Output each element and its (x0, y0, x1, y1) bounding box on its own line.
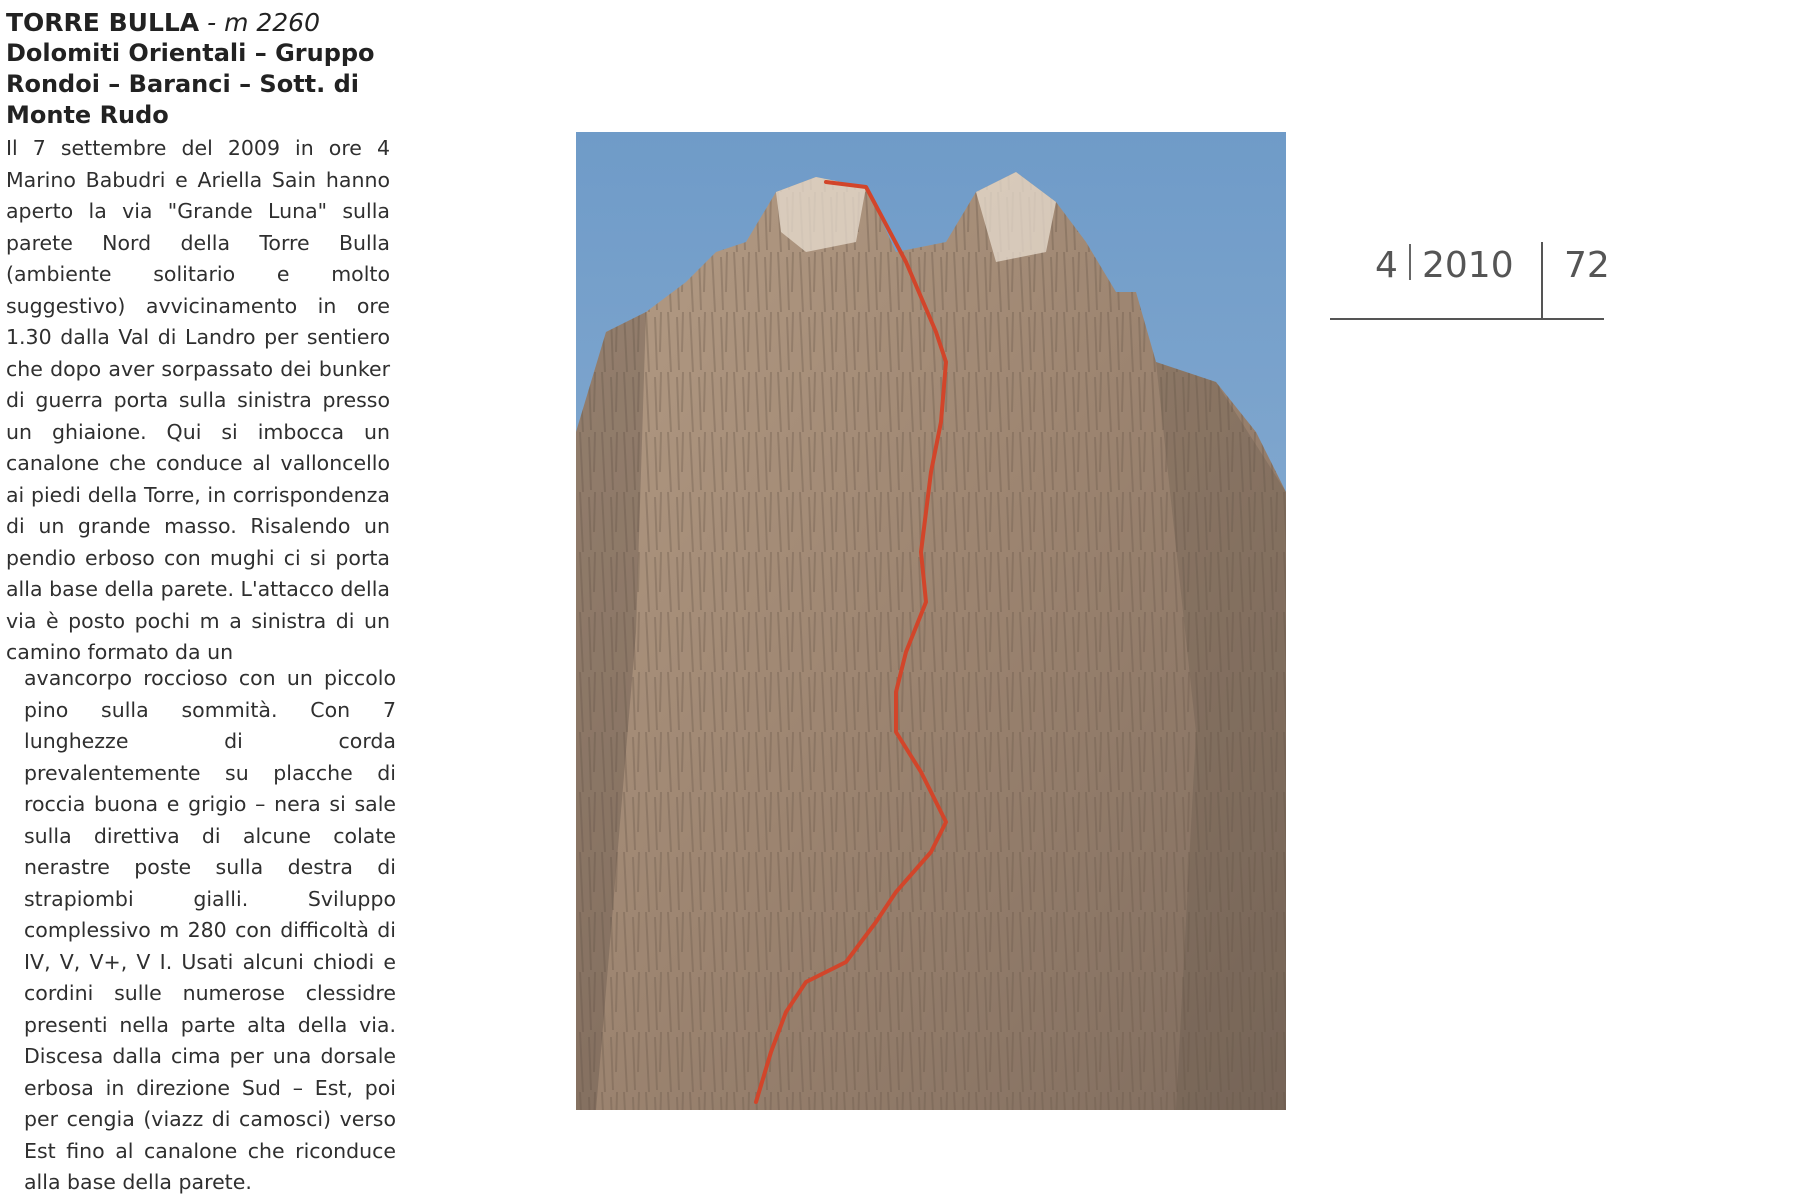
mountain-photo-svg (576, 132, 1286, 1110)
mountain-photo (576, 132, 1286, 1110)
article-subtitle-3: Monte Rudo (6, 101, 169, 129)
article-body-part1: Il 7 settembre del 2009 in ore 4 Marino Babudri e Ariella Sain hanno aperto la via "Grande Luna" sulla parete Nord della Torre Bulla (ambiente solitario e molto suggestivo) avvicinamento in ore 1.30 dalla Val di Landro per sentiero che dopo aver sorpassato dei bunker di guerra porta sulla sinistra presso un ghiaione. Qui si imbocca un canalone che conduce al valloncello ai piedi della Torre, in corrispondenza di un grande masso. Risalendo un pendio erboso con mughi ci si porta alla base della parete. L'attacco della via è posto pochi m a sinistra di un camino formato da un (6, 136, 390, 664)
issue-year: 2010 (1422, 245, 1514, 286)
peak-name: TORRE BULLA (6, 8, 200, 37)
page-number: 72 (1564, 245, 1610, 286)
issue-volume: 4 (1375, 245, 1398, 286)
article-body-part2: avancorpo roccioso con un piccolo pino sulla sommità. Con 7 lunghezze di corda prevalentemente su placche di roccia buona e grigio – nera si sale sulla direttiva di alcune colate nerastre poste sulla destra di strapiombi gialli. Sviluppo complessivo m 280 con difficoltà di IV, V, V+, V I. Usati alcuni chiodi e cordini sulle numerose clessidre presenti nella parte alta della via. Discesa dalla cima per una dorsale erbosa in direzione Sud – Est, poi per cengia (viazz di camosci) verso Est fino al canalone che riconduce alla base della parete. (24, 666, 396, 1194)
issue-page-marker (1330, 242, 1610, 322)
page-divider-horizontal (1330, 318, 1604, 320)
page-divider-vertical (1541, 242, 1543, 320)
article-subtitle-2: Rondoi – Baranci – Sott. di (6, 70, 360, 98)
article-title (6, 8, 390, 38)
peak-elevation: - m 2260 (199, 8, 320, 37)
issue-separator (1409, 244, 1411, 280)
article-column (6, 8, 390, 669)
article-subtitle-1: Dolomiti Orientali – Gruppo (6, 39, 375, 67)
